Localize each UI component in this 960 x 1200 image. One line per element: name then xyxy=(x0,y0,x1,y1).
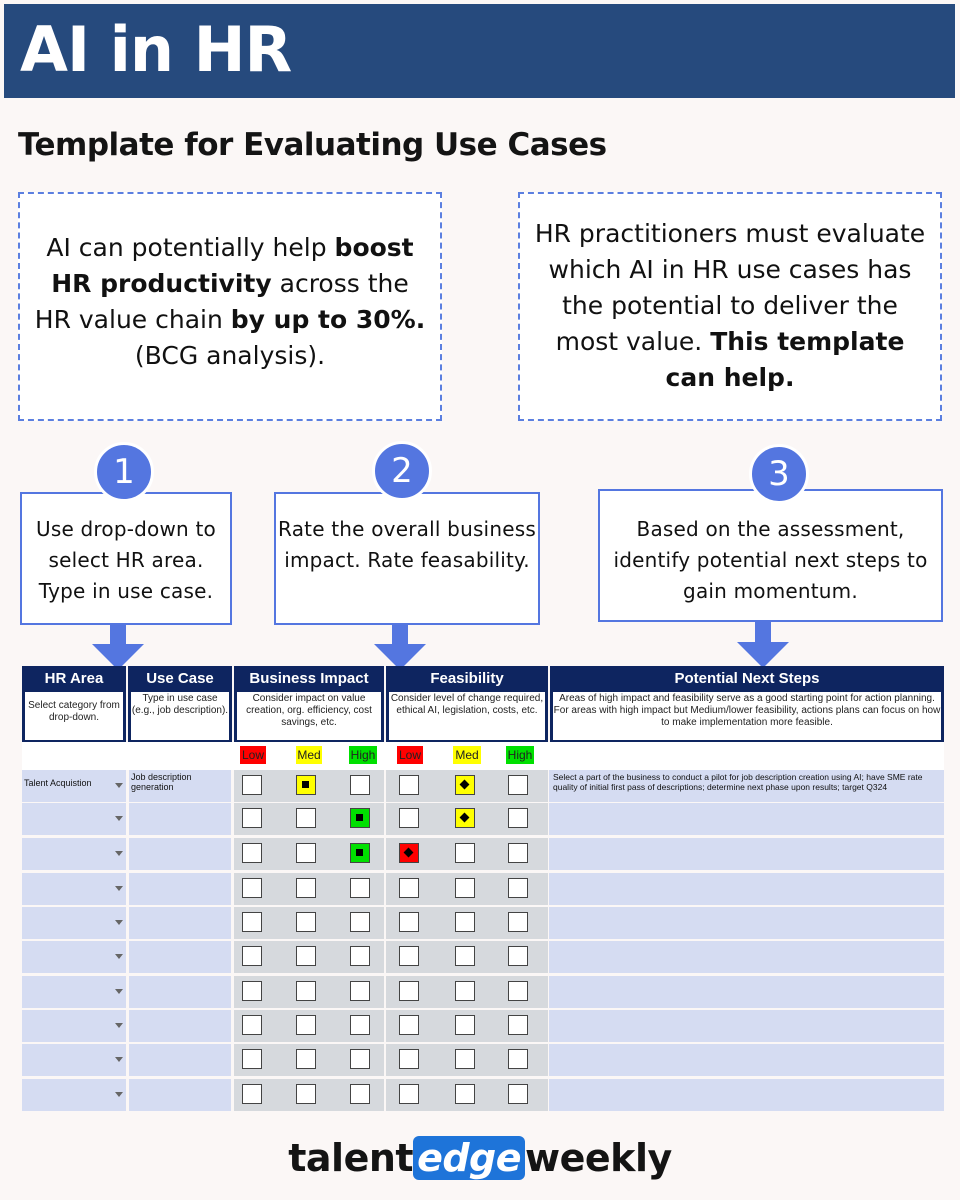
impact-high-checkbox[interactable] xyxy=(350,808,370,828)
impact-med-checkbox[interactable] xyxy=(296,981,316,1001)
impact-high-checkbox[interactable] xyxy=(350,912,370,932)
impact-med-checkbox[interactable] xyxy=(296,946,316,966)
column-header-use-case: Use Case xyxy=(128,666,232,692)
feasibility-high-checkbox[interactable] xyxy=(508,1015,528,1035)
impact-high-checkbox[interactable] xyxy=(350,878,370,898)
column-header-hr-area: HR Area xyxy=(22,666,126,692)
feasibility-high-checkbox[interactable] xyxy=(508,808,528,828)
checked-square-icon xyxy=(356,814,363,821)
column-desc-business-impact xyxy=(234,692,384,742)
down-arrow-icon xyxy=(735,622,791,668)
use-case-field[interactable] xyxy=(129,873,231,905)
logo-part-weekly: weekly xyxy=(525,1136,672,1180)
use-case-field[interactable] xyxy=(129,838,231,870)
impact-low-checkbox[interactable] xyxy=(242,808,262,828)
use-case-field[interactable] xyxy=(129,1079,231,1111)
impact-low-checkbox[interactable] xyxy=(242,981,262,1001)
down-arrow-icon xyxy=(90,624,146,670)
table-row xyxy=(22,1010,944,1042)
feasibility-med-checkbox[interactable] xyxy=(455,775,475,795)
feasibility-med-checkbox[interactable] xyxy=(455,1015,475,1035)
hr-area-dropdown[interactable] xyxy=(22,1010,126,1042)
feasibility-med-checkbox[interactable] xyxy=(455,1084,475,1104)
impact-med-checkbox[interactable] xyxy=(296,1049,316,1069)
scale-high-label: High xyxy=(507,748,533,762)
feasibility-low-checkbox[interactable] xyxy=(399,1049,419,1069)
feasibility-high-checkbox[interactable] xyxy=(508,1084,528,1104)
brand-logo xyxy=(0,1136,960,1180)
checked-square-icon xyxy=(302,781,309,788)
checked-diamond-icon xyxy=(404,848,414,858)
hr-area-dropdown[interactable] xyxy=(22,941,126,973)
impact-low-checkbox[interactable] xyxy=(242,1015,262,1035)
impact-med-checkbox[interactable] xyxy=(296,808,316,828)
feasibility-low-checkbox[interactable] xyxy=(399,912,419,932)
intro-callout-right xyxy=(518,192,942,421)
column-desc-hr-area xyxy=(22,692,126,742)
use-case-field[interactable] xyxy=(129,941,231,973)
scale-med-label: Med xyxy=(453,746,481,764)
chevron-down-icon[interactable] xyxy=(115,1092,123,1097)
table-row xyxy=(22,941,944,973)
impact-med-checkbox[interactable] xyxy=(296,1015,316,1035)
intro-callout-left xyxy=(18,192,442,421)
impact-med-checkbox[interactable] xyxy=(296,775,316,795)
hr-area-dropdown[interactable] xyxy=(22,1079,126,1111)
feasibility-low-checkbox[interactable] xyxy=(399,878,419,898)
feasibility-low-checkbox[interactable] xyxy=(399,946,419,966)
feasibility-med-checkbox[interactable] xyxy=(455,808,475,828)
table-row xyxy=(22,1044,944,1076)
impact-low-checkbox[interactable] xyxy=(242,843,262,863)
next-steps-field[interactable] xyxy=(549,1010,944,1042)
next-steps-field[interactable] xyxy=(549,941,944,973)
feasibility-low-checkbox[interactable] xyxy=(399,981,419,1001)
column-desc-next-steps xyxy=(550,692,944,742)
next-steps-value: Select a part of the business to conduct a pilot for job description creation using AI; have SME rate quality of initial first pass of descriptions; determine next phase upon results; target Q324 xyxy=(553,772,923,792)
feasibility-med-checkbox[interactable] xyxy=(455,878,475,898)
intro-left-bold-2: by up to 30%. xyxy=(230,305,426,334)
table-row xyxy=(22,1079,944,1111)
table-row xyxy=(22,907,944,939)
impact-high-checkbox[interactable] xyxy=(350,775,370,795)
logo-part-talent: talent xyxy=(288,1136,414,1180)
feasibility-high-checkbox[interactable] xyxy=(508,1049,528,1069)
column-header-business-impact: Business Impact xyxy=(234,666,384,692)
use-case-field[interactable] xyxy=(129,907,231,939)
feasibility-med-checkbox[interactable] xyxy=(455,912,475,932)
next-steps-field[interactable] xyxy=(549,1079,944,1111)
step-2-box xyxy=(274,492,540,625)
checked-square-icon xyxy=(356,849,363,856)
column-desc-text: Type in use case (e.g., job description). xyxy=(131,692,229,740)
impact-low-checkbox[interactable] xyxy=(242,878,262,898)
table-row xyxy=(22,838,944,870)
impact-low-checkbox[interactable] xyxy=(242,1084,262,1104)
feasibility-high-checkbox[interactable] xyxy=(508,912,528,932)
intro-left-text-1: AI can potentially help xyxy=(46,233,335,262)
chevron-down-icon[interactable] xyxy=(115,1057,123,1062)
use-case-value: Job description generation xyxy=(131,772,192,792)
scale-high-label: High xyxy=(350,748,376,762)
use-case-field[interactable] xyxy=(129,1044,231,1076)
feasibility-low-checkbox[interactable] xyxy=(399,843,419,863)
feasibility-high-checkbox[interactable] xyxy=(508,946,528,966)
impact-low-checkbox[interactable] xyxy=(242,1049,262,1069)
impact-high-checkbox[interactable] xyxy=(350,1049,370,1069)
chevron-down-icon[interactable] xyxy=(115,989,123,994)
down-arrow-icon xyxy=(372,624,428,670)
feasibility-med-checkbox[interactable] xyxy=(455,946,475,966)
step-1-number-badge: 1 xyxy=(94,442,154,502)
feasibility-high-checkbox[interactable] xyxy=(508,843,528,863)
next-steps-field[interactable] xyxy=(549,838,944,870)
impact-high-checkbox[interactable] xyxy=(350,843,370,863)
step-1-text: Use drop-down to select HR area. Type in use case. xyxy=(36,517,216,603)
column-desc-feasibility xyxy=(386,692,548,742)
step-1-box xyxy=(20,492,232,625)
use-case-field[interactable] xyxy=(129,976,231,1008)
table-row xyxy=(22,976,944,1008)
feasibility-low-checkbox[interactable] xyxy=(399,808,419,828)
next-steps-field[interactable] xyxy=(549,803,944,835)
intro-right-text-1: HR practitioners must evaluate which AI in HR use cases has the potential to deliver the most value. xyxy=(534,219,926,356)
hr-area-value: Talent Acquistion xyxy=(24,778,92,788)
intro-left-text-2: across the HR value chain xyxy=(34,269,409,334)
use-case-field[interactable] xyxy=(129,1010,231,1042)
scale-low-label: Low xyxy=(398,748,421,762)
intro-left-bold-1: boost HR productivity xyxy=(51,233,414,298)
use-case-field[interactable] xyxy=(129,770,231,802)
chevron-down-icon[interactable] xyxy=(115,920,123,925)
step-3-text: Based on the assessment, identify potential next steps to gain momentum. xyxy=(613,517,928,603)
feasibility-high-checkbox[interactable] xyxy=(508,878,528,898)
hr-area-dropdown[interactable] xyxy=(22,770,126,802)
feasibility-med-checkbox[interactable] xyxy=(455,981,475,1001)
chevron-down-icon[interactable] xyxy=(115,954,123,959)
next-steps-field[interactable] xyxy=(549,1044,944,1076)
hr-area-dropdown[interactable] xyxy=(22,803,126,835)
column-desc-text: Consider level of change required, ethical AI, legislation, costs, etc. xyxy=(389,692,545,740)
impact-med-checkbox[interactable] xyxy=(296,912,316,932)
rating-scale-row xyxy=(22,742,944,770)
hr-area-dropdown[interactable] xyxy=(22,838,126,870)
header-banner xyxy=(4,4,955,98)
feasibility-low-checkbox[interactable] xyxy=(399,775,419,795)
impact-med-checkbox[interactable] xyxy=(296,878,316,898)
hr-area-dropdown[interactable] xyxy=(22,1044,126,1076)
next-steps-field[interactable] xyxy=(549,907,944,939)
feasibility-high-checkbox[interactable] xyxy=(508,775,528,795)
impact-low-checkbox[interactable] xyxy=(242,946,262,966)
next-steps-field[interactable] xyxy=(549,873,944,905)
column-header-next-steps: Potential Next Steps xyxy=(550,666,944,692)
impact-low-checkbox[interactable] xyxy=(242,912,262,932)
impact-high-checkbox[interactable] xyxy=(350,1015,370,1035)
table-row xyxy=(22,803,944,835)
next-steps-field[interactable] xyxy=(549,770,944,802)
column-desc-text: Select category from drop-down. xyxy=(25,692,123,740)
page-subtitle: Template for Evaluating Use Cases xyxy=(18,127,607,163)
feasibility-low-checkbox[interactable] xyxy=(399,1015,419,1035)
impact-low-checkbox[interactable] xyxy=(242,775,262,795)
intro-right-bold-1: This template can help. xyxy=(665,327,905,392)
scale-med-label: Med xyxy=(297,748,321,762)
chevron-down-icon[interactable] xyxy=(115,851,123,856)
feasibility-med-checkbox[interactable] xyxy=(455,843,475,863)
next-steps-field[interactable] xyxy=(549,976,944,1008)
chevron-down-icon[interactable] xyxy=(115,1023,123,1028)
feasibility-high-checkbox[interactable] xyxy=(508,981,528,1001)
impact-med-checkbox[interactable] xyxy=(296,1084,316,1104)
step-3-number-badge: 3 xyxy=(749,444,809,504)
impact-high-checkbox[interactable] xyxy=(350,946,370,966)
chevron-down-icon[interactable] xyxy=(115,783,123,788)
impact-high-checkbox[interactable] xyxy=(350,981,370,1001)
scale-low-label: Low xyxy=(241,748,264,762)
page-title: AI in HR xyxy=(20,13,292,86)
feasibility-med-checkbox[interactable] xyxy=(455,1049,475,1069)
checked-diamond-icon xyxy=(460,813,470,823)
column-desc-use-case xyxy=(128,692,232,742)
hr-area-dropdown[interactable] xyxy=(22,976,126,1008)
table-row xyxy=(22,873,944,905)
chevron-down-icon[interactable] xyxy=(115,816,123,821)
intro-left-text-3: (BCG analysis). xyxy=(134,341,326,370)
column-desc-text: Consider impact on value creation, org. efficiency, cost savings, etc. xyxy=(237,692,381,740)
column-header-feasibility: Feasibility xyxy=(386,666,548,692)
use-case-field[interactable] xyxy=(129,803,231,835)
checked-diamond-icon xyxy=(460,780,470,790)
hr-area-dropdown[interactable] xyxy=(22,873,126,905)
logo-part-edge: edge xyxy=(413,1136,525,1180)
step-2-number-badge: 2 xyxy=(372,441,432,501)
step-3-box xyxy=(598,489,943,622)
step-2-text: Rate the overall business impact. Rate feasability. xyxy=(278,517,536,572)
table-row xyxy=(22,770,944,802)
impact-med-checkbox[interactable] xyxy=(296,843,316,863)
hr-area-dropdown[interactable] xyxy=(22,907,126,939)
column-desc-text: Areas of high impact and feasibility serve as a good starting point for action planning. For areas with high impact but Medium/lower feasibility, actions plans can focus on how to make implementation more feasible. xyxy=(553,692,941,740)
impact-high-checkbox[interactable] xyxy=(350,1084,370,1104)
feasibility-low-checkbox[interactable] xyxy=(399,1084,419,1104)
chevron-down-icon[interactable] xyxy=(115,886,123,891)
